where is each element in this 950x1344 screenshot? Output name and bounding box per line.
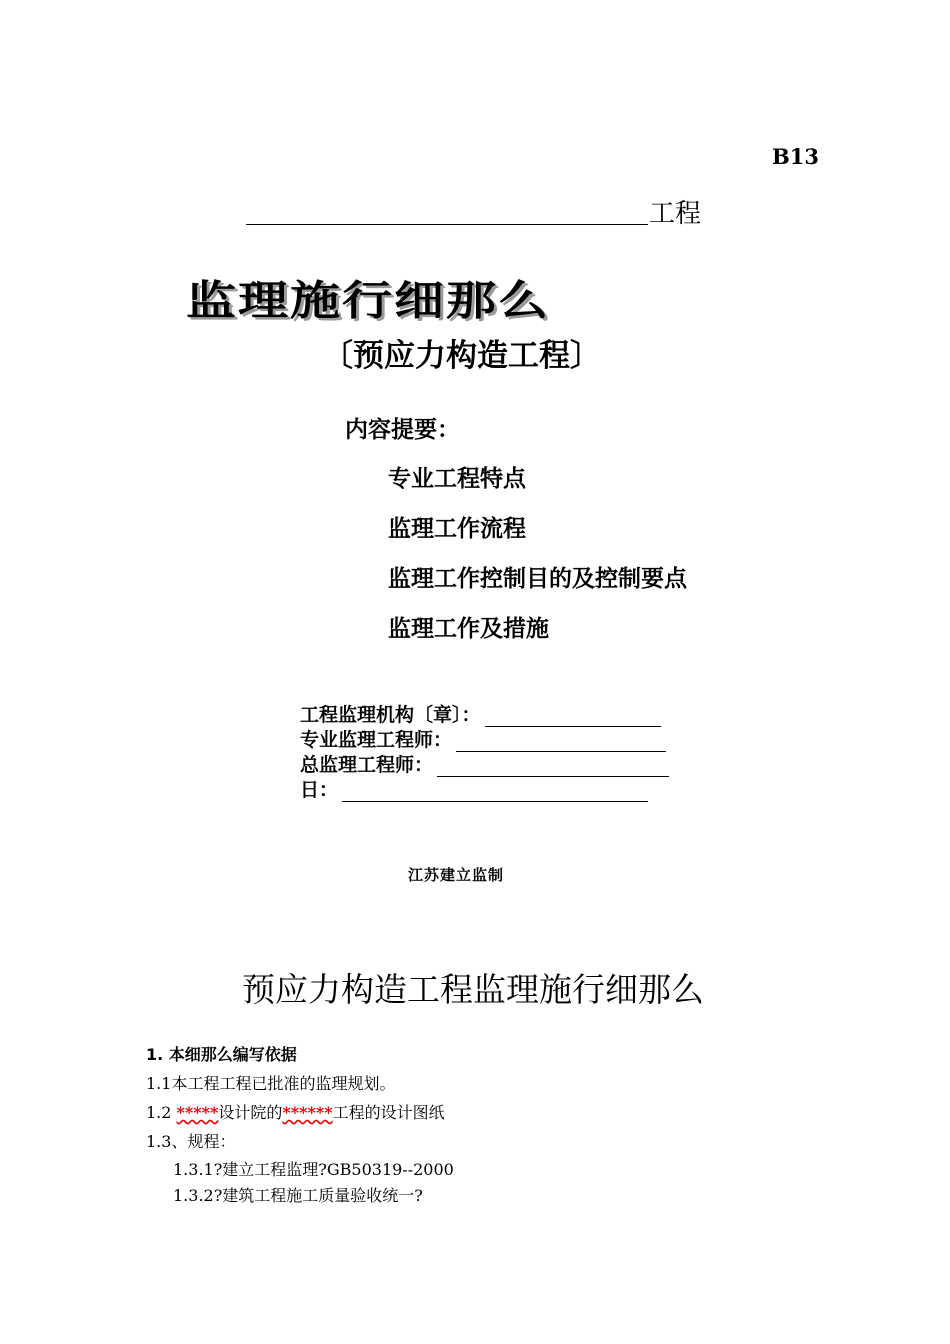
body-line-1-3-2: 1.3.2?建筑工程施工质量验收统一? [173, 1186, 423, 1205]
sign-row-date [300, 775, 648, 802]
form-code: B13 [772, 144, 819, 169]
sign-blank-date [342, 782, 648, 802]
placeholder-stars-a: ***** [176, 1103, 219, 1122]
sub-title: 〔预应力构造工程〕 [322, 338, 601, 374]
project-suffix: 工程 [649, 199, 702, 229]
summary-item: 监理工作及措施 [388, 616, 549, 642]
sign-label-agency: 工程监理机构〔章〕： [300, 704, 481, 726]
sign-label-chief: 总监理工程师： [300, 754, 434, 776]
maker-label: 江苏建立监制 [408, 866, 505, 884]
body-line-1-3: 1.3、规程： [146, 1132, 236, 1151]
body-line-1-1: 1.1本工程工程已批准的监理规划。 [146, 1074, 396, 1093]
sign-row-engineer [300, 725, 666, 752]
body-line-1-3-1: 1.3.1?建立工程监理?GB50319--2000 [173, 1160, 454, 1179]
placeholder-stars-b: ****** [282, 1103, 333, 1122]
sign-blank-agency [485, 707, 661, 727]
sign-blank-chief [437, 757, 669, 777]
sign-blank-engineer [456, 732, 666, 752]
sign-label-date: 日： [300, 779, 339, 801]
main-title: 监理施行细那么 [186, 277, 550, 325]
summary-label: 内容提要： [345, 417, 460, 443]
project-name-blank [246, 224, 648, 225]
item-1-2-prefix: 1.2 [146, 1103, 177, 1122]
sign-label-engineer: 专业监理工程师： [300, 729, 453, 751]
body-line-1-2 [146, 1100, 445, 1123]
section-heading: 1. 本细那么编写依据 [146, 1045, 297, 1064]
summary-item: 监理工作控制目的及控制要点 [388, 566, 687, 592]
doc-title: 预应力构造工程监理施行细那么 [242, 970, 704, 1009]
summary-item: 监理工作流程 [388, 516, 526, 542]
item-1-2-mid: 设计院的 [218, 1103, 283, 1122]
item-1-2-suffix: 工程的设计图纸 [332, 1103, 445, 1122]
summary-item: 专业工程特点 [388, 466, 526, 492]
sign-row-chief [300, 750, 669, 777]
sign-row-agency [300, 700, 661, 727]
